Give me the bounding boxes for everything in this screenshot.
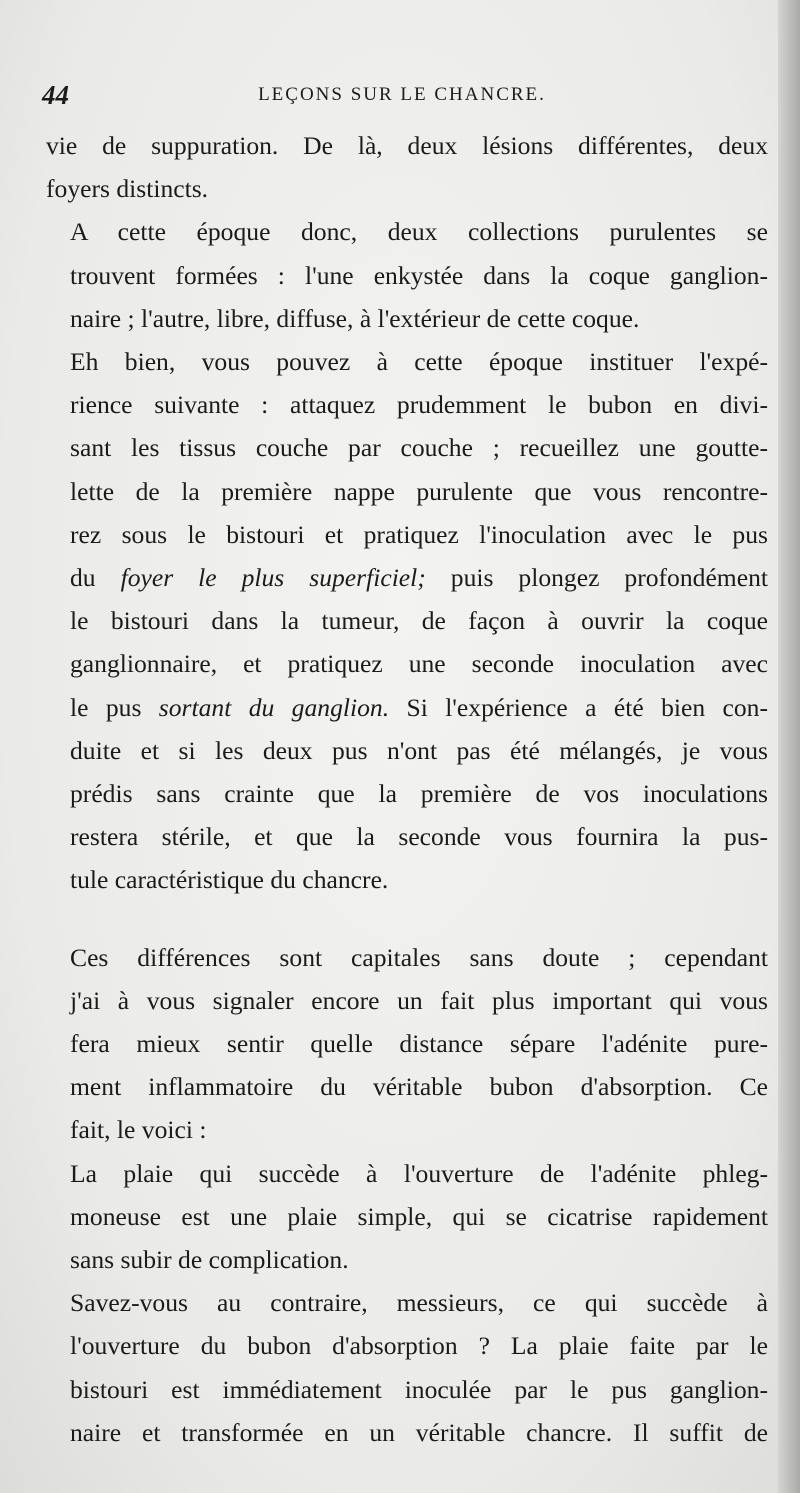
paragraph-6 [46,1281,768,1454]
text-run: du [70,563,121,593]
text-run: puis plongez profondément [425,563,768,593]
text-line: Ces différences sont capitales sans doute ; cependant [70,942,768,972]
paragraph-2 [46,210,768,340]
text-line-with-italic [46,686,768,729]
text-line: naire et transformée en un véritable chancre. Il suffit de [70,1417,768,1447]
text-line: moneuse est une plaie simple, qui se cicatrise rapidement [70,1201,768,1231]
text-line: Eh bien, vous pouvez à cette époque instituer l'expé- [70,347,768,377]
text-line: La plaie qui succède à l'ouverture de l'adénite phleg- [70,1158,768,1188]
text-line: vie de suppuration. De là, deux lésions différentes, deux [46,131,768,160]
text-line: foyers distincts. [46,174,209,204]
running-title: LEÇONS SUR LE CHANCRE. [258,84,546,105]
paragraph-1 [46,124,768,210]
text-line: rience suivante : attaquez prudemment le bubon en divi- [70,390,768,420]
text-line: Savez-vous au contraire, messieurs, ce qui succède à [70,1288,768,1318]
italic-phrase: foyer le plus superficiel; [120,563,426,593]
text-line: restera stérile, et que la seconde vous fournira la pus- [70,822,768,852]
text-line: trouvent formées : l'une enkystée dans la coque ganglion- [70,260,768,290]
paragraph-4 [46,936,768,1152]
text-line: bistouri est immédiatement inoculée par le pus ganglion- [70,1374,768,1404]
text-line: ganglionnaire, et pratiquez une seconde inoculation avec [70,649,768,679]
page-header [42,80,762,116]
text-line: le bistouri dans la tumeur, de façon à ouvrir la coque [70,606,768,636]
text-line: ment inflammatoire du véritable bubon d'absorption. Ce [70,1072,768,1102]
text-line: duite et si les deux pus n'ont pas été mélangés, je vous [70,735,768,765]
page-body [46,124,768,1454]
page-edge-shadow [778,0,800,1493]
text-line: naire ; l'autre, libre, diffuse, à l'extérieur de cette coque. [70,303,640,333]
text-run: le pus [70,692,159,722]
text-line: prédis sans crainte que la première de vos inoculations [70,779,768,809]
text-line: tule caractéristique du chancre. [70,865,389,895]
text-line-with-italic [46,556,768,599]
text-line: rez sous le bistouri et pratiquez l'inoculation avec le pus [70,519,768,549]
paragraph-3 [46,340,768,902]
text-line: fait, le voici : [70,1115,207,1145]
text-line: l'ouverture du bubon d'absorption ? La plaie faite par le [70,1331,768,1361]
italic-phrase: sortant du ganglion. [158,692,390,722]
paragraph-5 [46,1152,768,1282]
text-line: lette de la première nappe purulente que vous rencontre- [70,476,768,506]
text-run: Si l'expérience a été bien con- [389,692,769,722]
text-line: fera mieux sentir quelle distance sépare l'adénite pure- [70,1029,768,1059]
text-line: sant les tissus couche par couche ; recueillez une goutte- [70,433,768,463]
text-line: sans subir de complication. [70,1245,349,1275]
text-line: j'ai à vous signaler encore un fait plus important qui vous [70,985,768,1015]
text-line: A cette époque donc, deux collections purulentes se [70,217,768,247]
page-number: 44 [42,80,69,110]
